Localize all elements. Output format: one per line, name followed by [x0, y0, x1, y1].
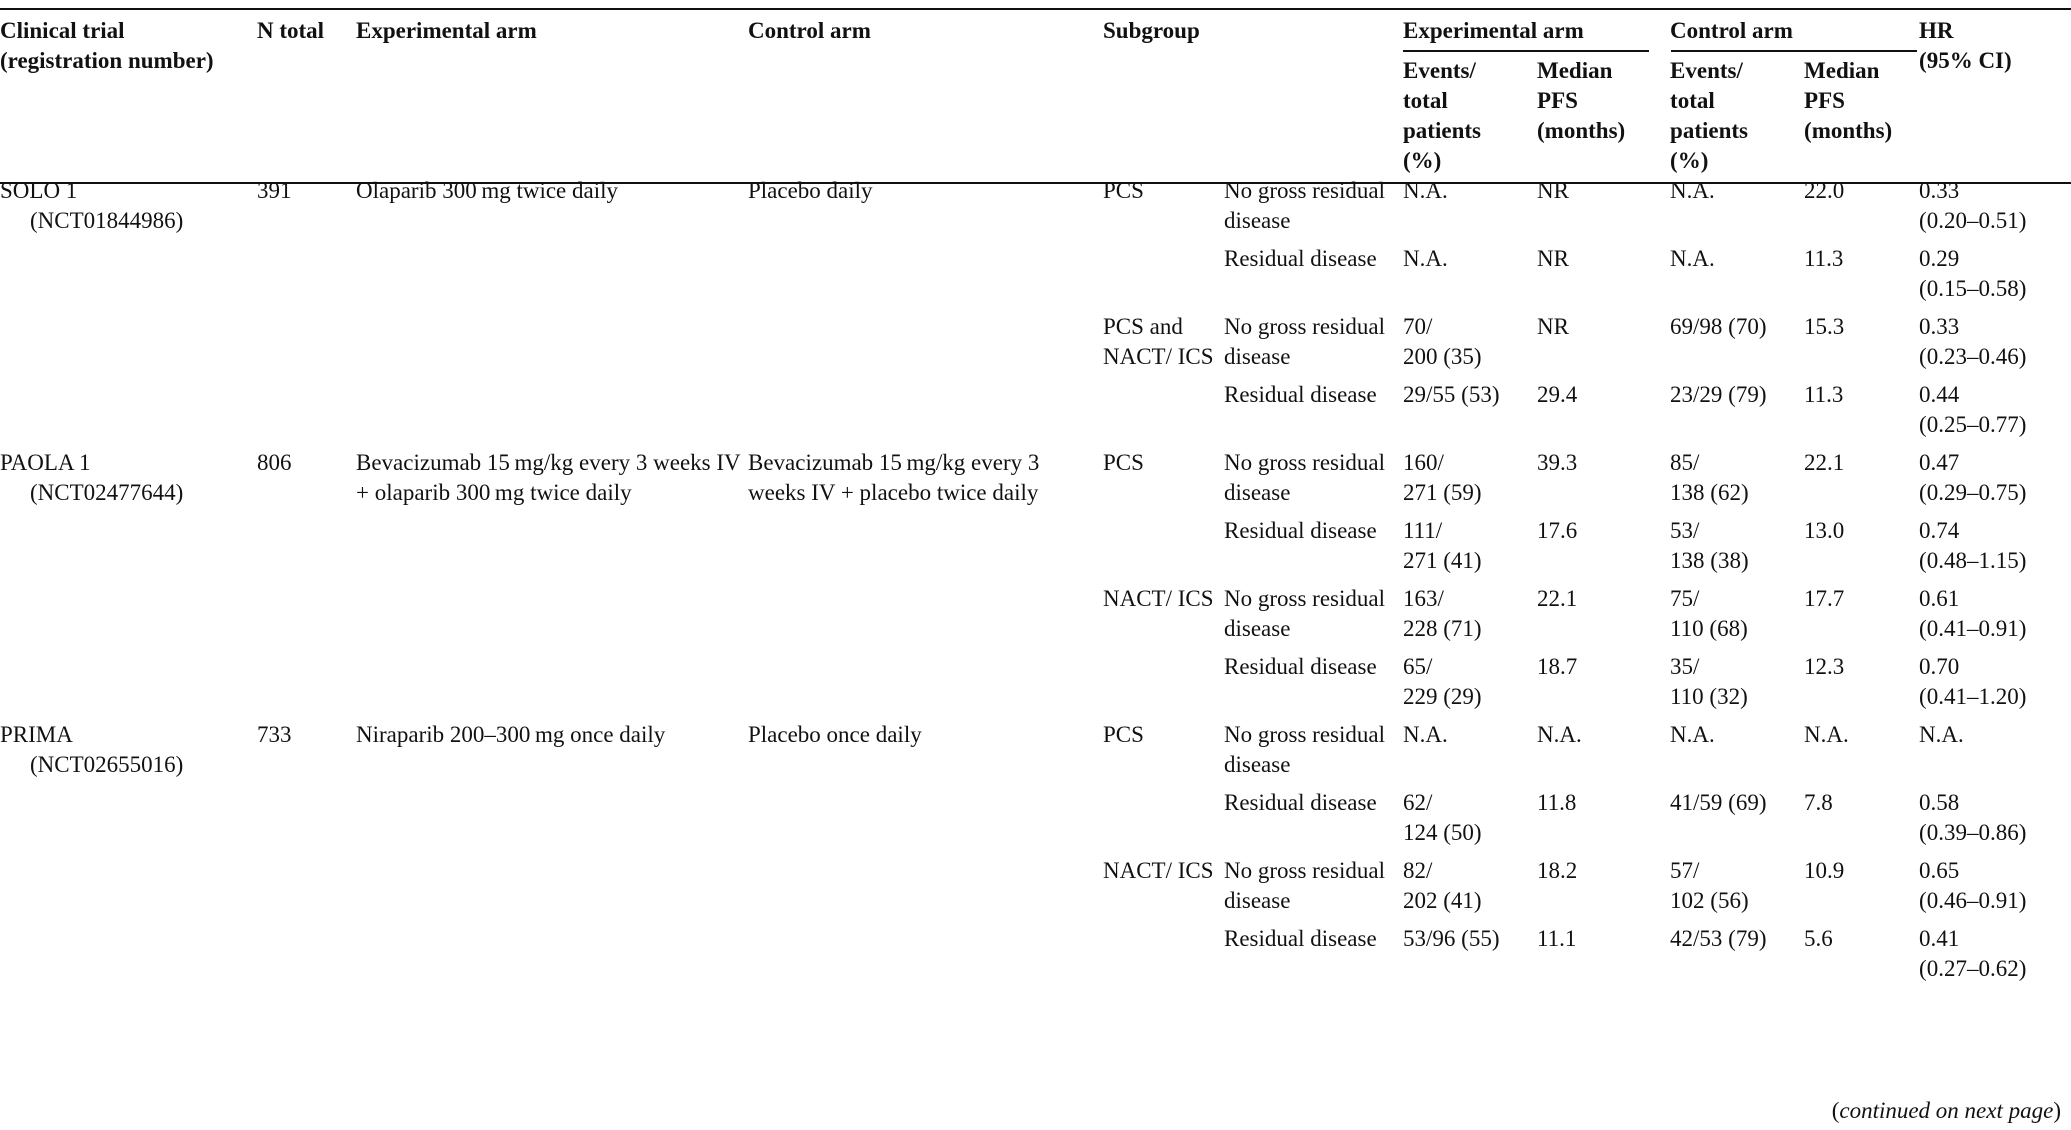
continued-note	[1832, 1096, 2061, 1126]
ctrl-median-pfs-line: 10.9	[1804, 858, 1845, 883]
ctrl-events	[1670, 788, 1804, 856]
exp-events-line: 70/	[1403, 314, 1433, 339]
table-row	[0, 448, 2071, 516]
exp-events-line: 124 (50)	[1403, 820, 1482, 845]
trial-name-line: PRIMA	[0, 722, 73, 747]
exp-median-pfs-line: 22.1	[1537, 586, 1578, 611]
hdr-line: total	[1403, 88, 1448, 113]
trial-n-total-line: 733	[257, 722, 292, 747]
exp-events-line: N.A.	[1403, 246, 1448, 271]
hazard-ratio	[1919, 652, 2071, 720]
subgroup-residual	[1224, 312, 1403, 380]
col-header-exp-events	[1403, 46, 1537, 176]
hazard-ratio	[1919, 788, 2071, 856]
hazard-ratio-line: 0.61	[1919, 586, 1960, 611]
hazard-ratio	[1919, 924, 2071, 992]
exp-median-pfs	[1537, 584, 1670, 652]
trial-control-arm-line: Placebo daily	[748, 178, 873, 203]
exp-median-pfs	[1537, 516, 1670, 584]
exp-events-line: 111/	[1403, 518, 1443, 543]
hazard-ratio-line: (0.48–1.15)	[1919, 548, 2027, 573]
hazard-ratio-line: (0.20–0.51)	[1919, 208, 2027, 233]
exp-median-pfs	[1537, 380, 1670, 448]
hazard-ratio-line: 0.29	[1919, 246, 1960, 271]
ctrl-events	[1670, 720, 1804, 788]
hazard-ratio-line: 0.58	[1919, 790, 1960, 815]
subgroup-surgery-line: PCS and NACT/ ICS	[1103, 314, 1214, 369]
exp-events-line: 228 (71)	[1403, 616, 1482, 641]
ctrl-median-pfs	[1804, 176, 1919, 244]
subgroup-residual	[1224, 584, 1403, 652]
exp-events-line: 65/	[1403, 654, 1433, 679]
exp-events	[1403, 312, 1537, 380]
ctrl-median-pfs	[1804, 720, 1919, 788]
ctrl-median-pfs-line: 17.7	[1804, 586, 1845, 611]
exp-median-pfs	[1537, 244, 1670, 312]
ctrl-events-line: 75/	[1670, 586, 1700, 611]
col-header-experimental-arm: Experimental arm	[356, 18, 537, 43]
subgroup-surgery-line: PCS	[1103, 450, 1144, 475]
trial-n-total	[257, 176, 356, 448]
ctrl-events-line: 69/98 (70)	[1670, 314, 1767, 339]
trial-name-line: PAOLA 1	[0, 450, 91, 475]
exp-median-pfs-line: NR	[1537, 246, 1569, 271]
ctrl-median-pfs	[1804, 244, 1919, 312]
hdr-line: Events/	[1403, 58, 1476, 83]
exp-median-pfs	[1537, 788, 1670, 856]
table-row	[0, 720, 2071, 788]
hdr-line: Median	[1537, 58, 1613, 83]
ctrl-events-line: 102 (56)	[1670, 888, 1749, 913]
ctrl-median-pfs-line: 13.0	[1804, 518, 1845, 543]
hazard-ratio-line: (0.23–0.46)	[1919, 344, 2027, 369]
ctrl-events	[1670, 516, 1804, 584]
hazard-ratio-line: 0.33	[1919, 178, 1960, 203]
exp-events	[1403, 516, 1537, 584]
ctrl-median-pfs-line: 11.3	[1804, 382, 1844, 407]
trial-name-line: (NCT01844986)	[30, 208, 184, 233]
trial-name	[0, 720, 257, 992]
hazard-ratio-line: (0.29–0.75)	[1919, 480, 2027, 505]
col-header-ctrl-events	[1670, 46, 1804, 176]
ctrl-events	[1670, 924, 1804, 992]
exp-events	[1403, 176, 1537, 244]
subgroup-residual-line: No gross residual disease	[1224, 450, 1385, 505]
group-header-experimental-arm: Experimental arm	[1403, 18, 1584, 43]
trial-n-total	[257, 720, 356, 992]
col-header-hr-line2: (95% CI)	[1919, 48, 2012, 73]
hazard-ratio	[1919, 516, 2071, 584]
ctrl-median-pfs-line: 22.1	[1804, 450, 1845, 475]
ctrl-events	[1670, 176, 1804, 244]
col-header-hr	[1919, 8, 2071, 176]
hazard-ratio-line: 0.33	[1919, 314, 1960, 339]
hdr-line: (%)	[1670, 148, 1709, 173]
trial-n-total	[257, 448, 356, 720]
trial-control-arm	[748, 720, 1103, 992]
subgroup-residual	[1224, 244, 1403, 312]
hazard-ratio-line: 0.70	[1919, 654, 1960, 679]
trial-name-line: (NCT02477644)	[30, 480, 184, 505]
subgroup-residual-line: No gross residual disease	[1224, 722, 1385, 777]
subgroup-residual-line: Residual disease	[1224, 654, 1377, 679]
hdr-line: patients	[1670, 118, 1748, 143]
subgroup-surgery-line: NACT/ ICS	[1103, 586, 1214, 611]
subgroup-residual-line: No gross residual disease	[1224, 858, 1385, 913]
exp-median-pfs-line: 11.8	[1537, 790, 1577, 815]
subgroup-surgery	[1103, 448, 1224, 584]
ctrl-median-pfs	[1804, 448, 1919, 516]
trial-experimental-arm-line: Niraparib 200–300 mg once daily	[356, 722, 666, 747]
ctrl-median-pfs	[1804, 516, 1919, 584]
hdr-line: patients	[1403, 118, 1481, 143]
trial-experimental-arm	[356, 448, 748, 720]
trial-name-line: (NCT02655016)	[30, 752, 184, 777]
exp-events	[1403, 924, 1537, 992]
exp-events-line: 53/96 (55)	[1403, 926, 1500, 951]
exp-median-pfs-line: N.A.	[1537, 722, 1582, 747]
ctrl-median-pfs-line: N.A.	[1804, 722, 1849, 747]
exp-events-line: 62/	[1403, 790, 1433, 815]
subgroup-residual	[1224, 720, 1403, 788]
ctrl-median-pfs-line: 15.3	[1804, 314, 1845, 339]
header-row-1	[0, 8, 2071, 46]
hazard-ratio	[1919, 448, 2071, 516]
ctrl-median-pfs	[1804, 788, 1919, 856]
hdr-line: total	[1670, 88, 1715, 113]
ctrl-median-pfs-line: 7.8	[1804, 790, 1833, 815]
subgroup-residual-line: Residual disease	[1224, 246, 1377, 271]
subgroup-residual	[1224, 788, 1403, 856]
exp-median-pfs	[1537, 924, 1670, 992]
ctrl-events	[1670, 584, 1804, 652]
exp-median-pfs-line: 18.7	[1537, 654, 1578, 679]
exp-median-pfs-line: NR	[1537, 178, 1569, 203]
ctrl-events	[1670, 856, 1804, 924]
hazard-ratio-line: (0.15–0.58)	[1919, 276, 2027, 301]
exp-median-pfs	[1537, 652, 1670, 720]
exp-events	[1403, 584, 1537, 652]
hazard-ratio-line: (0.39–0.86)	[1919, 820, 2027, 845]
subgroup-surgery	[1103, 720, 1224, 856]
trial-control-arm-line: Placebo once daily	[748, 722, 922, 747]
trial-control-arm	[748, 176, 1103, 448]
ctrl-events-line: 110 (32)	[1670, 684, 1748, 709]
subgroup-residual	[1224, 380, 1403, 448]
ctrl-events-line: 85/	[1670, 450, 1700, 475]
ctrl-events	[1670, 312, 1804, 380]
subgroup-residual-line: Residual disease	[1224, 518, 1377, 543]
hazard-ratio-line: 0.74	[1919, 518, 1960, 543]
ctrl-median-pfs	[1804, 584, 1919, 652]
exp-events-line: 29/55 (53)	[1403, 382, 1500, 407]
trial-experimental-arm	[356, 720, 748, 992]
col-header-subgroup: Subgroup	[1103, 18, 1200, 43]
hdr-line: PFS	[1804, 88, 1845, 113]
trial-experimental-arm-line: Bevacizumab 15 mg/kg every 3 weeks IV + olaparib 300 mg twice daily	[356, 450, 741, 505]
exp-events-line: 200 (35)	[1403, 344, 1482, 369]
ctrl-events-line: 57/	[1670, 858, 1700, 883]
exp-events-line: 163/	[1403, 586, 1444, 611]
exp-events-line: N.A.	[1403, 722, 1448, 747]
subgroup-surgery	[1103, 312, 1224, 448]
subgroup-residual-line: No gross residual disease	[1224, 178, 1385, 233]
ctrl-events-line: 53/	[1670, 518, 1700, 543]
exp-median-pfs	[1537, 312, 1670, 380]
subgroup-surgery	[1103, 856, 1224, 992]
exp-events	[1403, 720, 1537, 788]
trial-n-total-line: 806	[257, 450, 292, 475]
ctrl-events-line: N.A.	[1670, 178, 1715, 203]
hazard-ratio	[1919, 720, 2071, 788]
hazard-ratio-line: (0.25–0.77)	[1919, 412, 2027, 437]
subgroup-surgery-line: PCS	[1103, 178, 1144, 203]
ctrl-events-line: 41/59 (69)	[1670, 790, 1767, 815]
hdr-line: (%)	[1403, 148, 1442, 173]
exp-events-line: 271 (59)	[1403, 480, 1482, 505]
subgroup-residual	[1224, 448, 1403, 516]
hazard-ratio-line: (0.41–0.91)	[1919, 616, 2027, 641]
hdr-line: Events/	[1670, 58, 1743, 83]
ctrl-median-pfs	[1804, 856, 1919, 924]
exp-events-line: 82/	[1403, 858, 1433, 883]
hazard-ratio-line: (0.41–1.20)	[1919, 684, 2027, 709]
hdr-line: (months)	[1537, 118, 1626, 143]
subgroup-residual	[1224, 924, 1403, 992]
ctrl-events-line: 138 (62)	[1670, 480, 1749, 505]
subgroup-surgery	[1103, 176, 1224, 312]
trial-control-arm-line: Bevacizumab 15 mg/kg every 3 weeks IV + placebo twice daily	[748, 450, 1040, 505]
ctrl-median-pfs-line: 22.0	[1804, 178, 1845, 203]
trial-control-arm	[748, 448, 1103, 720]
footer-text: continued on next page	[1839, 1098, 2054, 1123]
col-header-ctrl-median-pfs	[1804, 46, 1919, 176]
col-header-clinical-trial	[0, 8, 257, 176]
footer-close-paren: )	[2053, 1098, 2061, 1123]
col-header-control-arm: Control arm	[748, 18, 871, 43]
ctrl-median-pfs-line: 12.3	[1804, 654, 1845, 679]
ctrl-events-line: N.A.	[1670, 246, 1715, 271]
trial-name	[0, 176, 257, 448]
ctrl-events-line: 110 (68)	[1670, 616, 1748, 641]
ctrl-median-pfs	[1804, 652, 1919, 720]
hazard-ratio-line: (0.27–0.62)	[1919, 956, 2027, 981]
ctrl-events	[1670, 448, 1804, 516]
hdr-line: (months)	[1804, 118, 1893, 143]
hazard-ratio	[1919, 312, 2071, 380]
subgroup-residual	[1224, 652, 1403, 720]
ctrl-events-line: 35/	[1670, 654, 1700, 679]
subgroup-residual	[1224, 856, 1403, 924]
exp-events-line: 160/	[1403, 450, 1444, 475]
subgroup-residual-line: Residual disease	[1224, 926, 1377, 951]
ctrl-median-pfs	[1804, 312, 1919, 380]
hazard-ratio	[1919, 856, 2071, 924]
ctrl-events-line: N.A.	[1670, 722, 1715, 747]
exp-events-line: 229 (29)	[1403, 684, 1482, 709]
ctrl-median-pfs	[1804, 924, 1919, 992]
col-header-clinical-trial-line1: Clinical trial	[0, 18, 125, 43]
ctrl-events-line: 42/53 (79)	[1670, 926, 1767, 951]
ctrl-events-line: 23/29 (79)	[1670, 382, 1767, 407]
exp-median-pfs-line: 18.2	[1537, 858, 1578, 883]
exp-events	[1403, 380, 1537, 448]
trial-name-line: SOLO 1	[0, 178, 78, 203]
exp-median-pfs-line: 39.3	[1537, 450, 1578, 475]
exp-events-line: 202 (41)	[1403, 888, 1482, 913]
trial-experimental-arm	[356, 176, 748, 448]
col-header-hr-line1: HR	[1919, 18, 1954, 43]
exp-median-pfs-line: NR	[1537, 314, 1569, 339]
exp-median-pfs	[1537, 448, 1670, 516]
hazard-ratio-line: 0.41	[1919, 926, 1960, 951]
hdr-line: PFS	[1537, 88, 1578, 113]
exp-events-line: N.A.	[1403, 178, 1448, 203]
ctrl-median-pfs-line: 11.3	[1804, 246, 1844, 271]
hazard-ratio	[1919, 244, 2071, 312]
exp-median-pfs	[1537, 856, 1670, 924]
table-body	[0, 176, 2071, 992]
subgroup-residual-line: No gross residual disease	[1224, 586, 1385, 641]
subgroup-residual-line: Residual disease	[1224, 790, 1377, 815]
subgroup-residual	[1224, 176, 1403, 244]
exp-median-pfs	[1537, 176, 1670, 244]
exp-median-pfs-line: 29.4	[1537, 382, 1578, 407]
ctrl-median-pfs-line: 5.6	[1804, 926, 1833, 951]
ctrl-events	[1670, 244, 1804, 312]
trial-experimental-arm-line: Olaparib 300 mg twice daily	[356, 178, 619, 203]
hazard-ratio	[1919, 380, 2071, 448]
exp-events	[1403, 788, 1537, 856]
ctrl-median-pfs	[1804, 380, 1919, 448]
ctrl-events	[1670, 380, 1804, 448]
hazard-ratio-line: (0.46–0.91)	[1919, 888, 2027, 913]
ctrl-events	[1670, 652, 1804, 720]
hazard-ratio-line: 0.44	[1919, 382, 1960, 407]
group-header-control-arm: Control arm	[1670, 18, 1793, 43]
hazard-ratio	[1919, 584, 2071, 652]
subgroup-residual	[1224, 516, 1403, 584]
hdr-line: Median	[1804, 58, 1880, 83]
col-header-exp-median-pfs	[1537, 46, 1670, 176]
exp-median-pfs-line: 17.6	[1537, 518, 1578, 543]
trial-name	[0, 448, 257, 720]
exp-median-pfs	[1537, 720, 1670, 788]
subgroup-residual-line: No gross residual disease	[1224, 314, 1385, 369]
exp-events	[1403, 244, 1537, 312]
exp-events	[1403, 856, 1537, 924]
subgroup-surgery	[1103, 584, 1224, 720]
trial-n-total-line: 391	[257, 178, 292, 203]
hazard-ratio-line: N.A.	[1919, 722, 1964, 747]
hazard-ratio-line: 0.47	[1919, 450, 1960, 475]
subgroup-surgery-line: PCS	[1103, 722, 1144, 747]
clinical-trials-table	[0, 8, 2071, 992]
table-row	[0, 176, 2071, 244]
footer-open-paren: (	[1831, 1098, 1840, 1123]
exp-median-pfs-line: 11.1	[1537, 926, 1577, 951]
hazard-ratio-line: 0.65	[1919, 858, 1960, 883]
col-header-n-total: N total	[257, 18, 325, 43]
exp-events	[1403, 448, 1537, 516]
hazard-ratio	[1919, 176, 2071, 244]
subgroup-residual-line: Residual disease	[1224, 382, 1377, 407]
col-header-clinical-trial-line2: (registration number)	[0, 48, 214, 73]
ctrl-events-line: 138 (38)	[1670, 548, 1749, 573]
exp-events	[1403, 652, 1537, 720]
exp-events-line: 271 (41)	[1403, 548, 1482, 573]
subgroup-surgery-line: NACT/ ICS	[1103, 858, 1214, 883]
